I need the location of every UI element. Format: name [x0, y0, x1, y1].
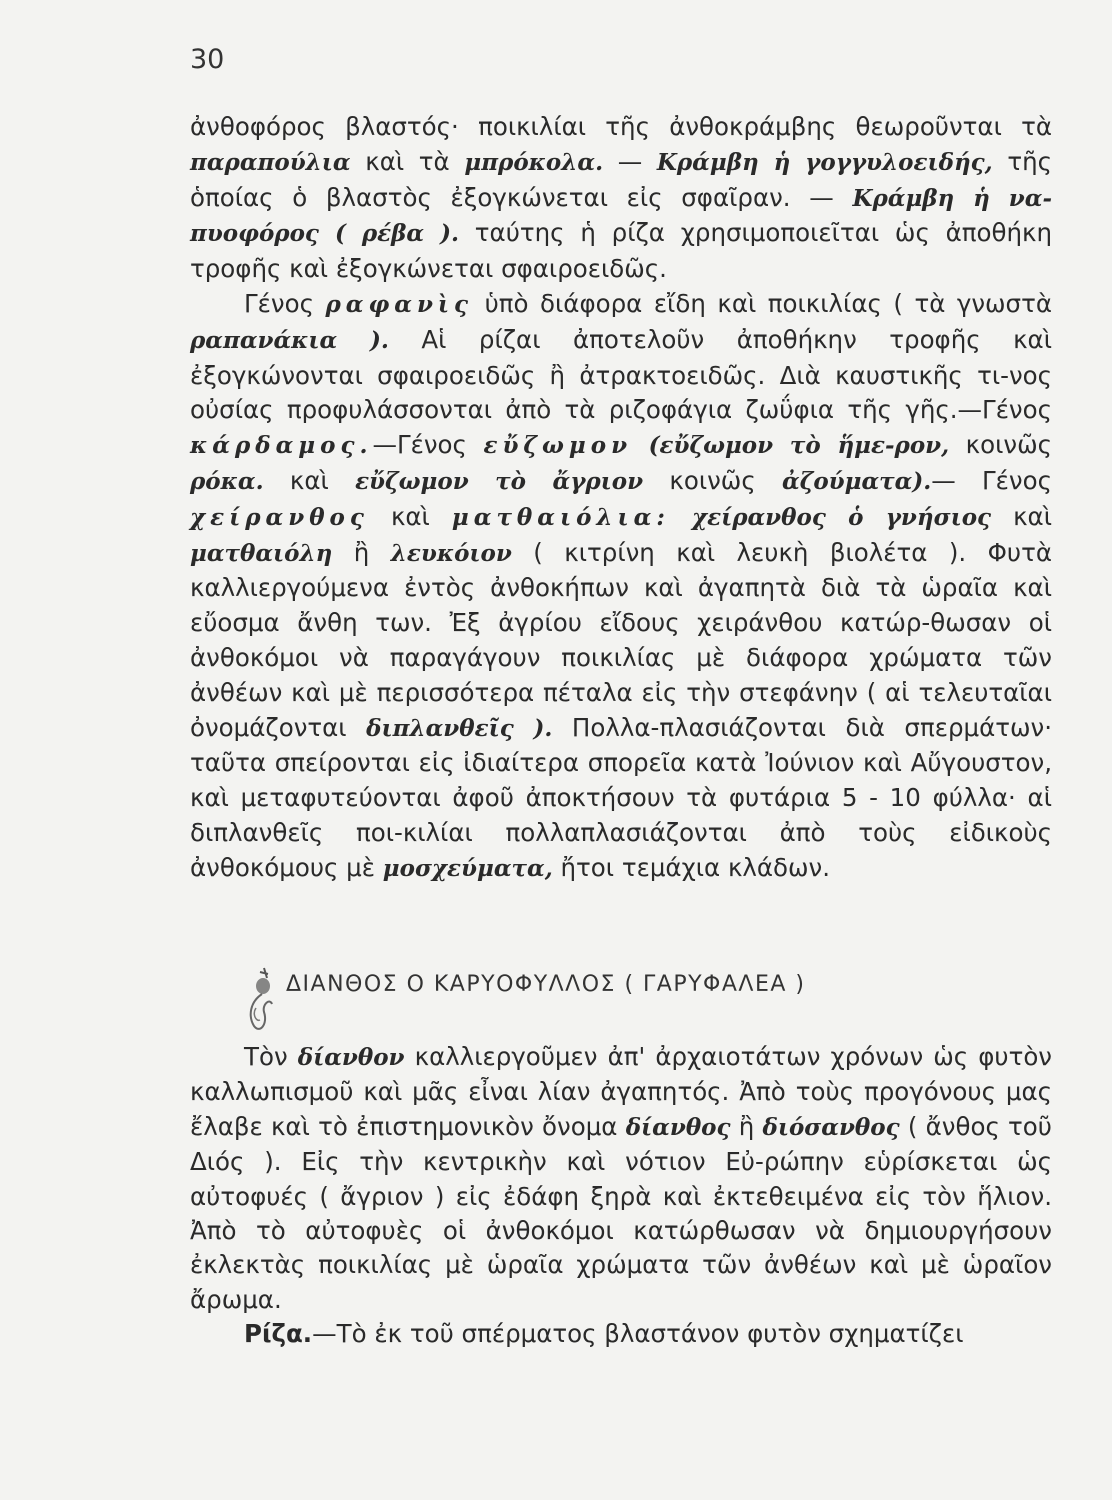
- text-run: ( κιτρίνη καὶ λευκὴ βιολέτα ). Φυτὰ καλλιεργούμενα ἐντὸς ἀνθοκήπων καὶ ἀγαπητὰ διὰ τὰ ὡραῖα καὶ εὔοσμα ἄνθη των. Ἐξ ἀγρίου εἴδους χειράνθου κατώρ-θωσαν οἱ ἀνθοκόμοι νὰ παραγάγουν ποικιλίας μὲ διάφορα χρώματα τῶν ἀνθέων καὶ μὲ περισσότερα πέταλα εἰς τὴν στεφάνην ( αἱ τελευταῖαι ὀνομάζονται: [190, 537, 1053, 742]
- section-heading-block: [190, 972, 1052, 1042]
- text-run: ἀνθοφόρος βλαστός· ποικιλίαι τῆς ἀνθοκράμβης θεωροῦνται τὰ: [190, 112, 1052, 141]
- text-run: καὶ: [263, 465, 356, 495]
- italic-term: παραπούλια: [190, 148, 351, 176]
- italic-term: ρόκα.: [190, 467, 264, 495]
- text-run: ἤτοι τεμάχια κλάδων.: [552, 852, 831, 882]
- italic-term: δίανθον: [297, 1044, 405, 1071]
- italic-term: ραφανὶς: [325, 290, 474, 318]
- text-run: τῆς ὁποίας ὁ βλαστὸς ἐξογκώνεται εἰς σφαῖραν. —: [190, 146, 1052, 212]
- italic-term: λευκόιον: [390, 539, 512, 567]
- text-run: Αἱ ρίζαι ἀποτελοῦν ἀποθήκην τροφῆς καὶ ἐξογκώνονται σφαιροειδῶς ἢ ἀτρακτοειδῶς. Διὰ καυστικῆς τι-νος οὐσίας προφυλάσσονται ἀπὸ τὰ ριζοφάγια ζωΰφια τῆς γῆς.—Γένος: [190, 324, 1052, 425]
- section-heading: ΔΙΑΝΘΟΣ Ο ΚΑΡΥΟΦΥΛΛΟΣ ( ΓΑΡΥΦΑΛΕΑ ): [286, 972, 806, 997]
- text-run: κοινῶς: [643, 465, 782, 495]
- page-number: 30: [190, 44, 225, 75]
- text-run: [670, 502, 692, 531]
- paragraph: [190, 1317, 1052, 1351]
- text-run: ἢ: [730, 1111, 763, 1141]
- paragraph: [190, 1040, 1052, 1317]
- text-run: καὶ: [368, 501, 452, 531]
- text-run: Πολλα-πλασιάζονται διὰ σπερμάτων· ταῦτα σπείρονται εἰς ἰδιαίτερα σπορεῖα κατὰ Ἰούνιον καὶ Αὔγουστον, καὶ μεταφυτεύονται ἀφοῦ ἀποκτήσουν τὰ φυτάρια 5 - 10 φύλλα· αἱ διπλανθεῖς ποι-κιλίαι πολλαπλασιάζονται ἀπὸ τοὺς εἰδικοὺς ἀνθοκόμους μὲ: [190, 712, 1052, 882]
- text-run: καλλιεργοῦμεν ἀπ' ἀρχαιοτάτων χρόνων ὡς φυτὸν καλλωπισμοῦ καὶ μᾶς εἶναι λίαν ἀγαπητός. Ἀπὸ τοὺς προγόνους μας ἔλαβε καὶ τὸ ἐπιστημονικὸν ὄνομα: [190, 1042, 1052, 1141]
- italic-term: μοσχεύματα,: [382, 854, 553, 882]
- italic-term: διπλανθεῖς ).: [366, 714, 553, 742]
- paragraph: [190, 287, 1052, 887]
- text-run: [632, 430, 649, 459]
- text-run: καὶ: [991, 501, 1052, 531]
- italic-term: ραπανάκια ).: [190, 326, 389, 354]
- text-run: ( ἄνθος τοῦ Διός ). Εἰς τὴν κεντρικὴν καὶ νότιον Εὐ-ρώπην εὑρίσκεται ὡς αὐτοφυές ( ἄγριον ) εἰς ἐδάφη ξηρὰ καὶ ἐκτεθειμένα εἰς τὸν ἥλιον. Ἀπὸ τὸ αὐτοφυὲς οἱ ἀνθοκόμοι κατώρθωσαν νὰ δημιουργήσουν ἐκλεκτὰς ποικιλίας μὲ ὡραῖα χρώματα τῶν ἀνθέων καὶ μὲ ὡραῖον ἄρωμα.: [190, 1111, 1052, 1314]
- text-run: — Γένος: [931, 465, 1052, 495]
- body-text: [190, 110, 1052, 887]
- italic-term: ματθαιόλη: [190, 539, 333, 567]
- italic-term: (εὔζωμον τὸ ἥμε-ρον,: [648, 432, 950, 460]
- text-run: —Τὸ ἐκ τοῦ σπέρματος βλαστάνον φυτὸν σχηματίζει: [312, 1319, 964, 1349]
- italic-term: χείρανθος ὁ γνήσιος: [691, 503, 992, 531]
- paragraph: [190, 110, 1052, 287]
- lead-term: Ρίζα.: [244, 1319, 313, 1349]
- italic-term: μπρόκολα.: [464, 148, 604, 176]
- italic-term: Κράμβη ἡ να-πυοφόρος ( ρέβα ).: [190, 184, 1053, 248]
- text-run: ὑπὸ διάφορα εἴδη καὶ ποικιλίας ( τὰ γνωστὰ: [473, 288, 1052, 318]
- flower-sketch-icon: [242, 964, 282, 1036]
- section-text: [190, 1040, 1052, 1352]
- italic-term: εὔζωμον: [483, 432, 633, 460]
- text-run: ταύτης ἡ ρίζα χρησιμοποιεῖται ὡς ἀποθήκη τροφῆς καὶ ἐξογκώνεται σφαιροειδῶς.: [190, 218, 1052, 284]
- italic-term: ματθαιόλια:: [451, 503, 670, 531]
- italic-term: ἀζούματα).: [782, 467, 932, 495]
- text-run: ἢ: [332, 537, 391, 567]
- italic-term: εὔζωμον τὸ ἄγριον: [355, 467, 644, 495]
- text-run: —Γένος: [372, 430, 484, 460]
- italic-term: δίανθος: [625, 1113, 731, 1141]
- text-run: —: [603, 146, 657, 176]
- text-run: Γένος: [244, 288, 326, 318]
- italic-term: κάρδαμος.: [190, 432, 373, 460]
- text-run: κοινῶς: [949, 430, 1052, 460]
- text-run: καὶ τὰ: [350, 146, 465, 176]
- text-run: Τὸν: [244, 1042, 298, 1071]
- italic-term: Κράμβη ἡ γογγυλοειδής,: [656, 148, 993, 176]
- italic-term: χείρανθος: [190, 503, 369, 531]
- italic-term: διόσανθος: [762, 1113, 900, 1141]
